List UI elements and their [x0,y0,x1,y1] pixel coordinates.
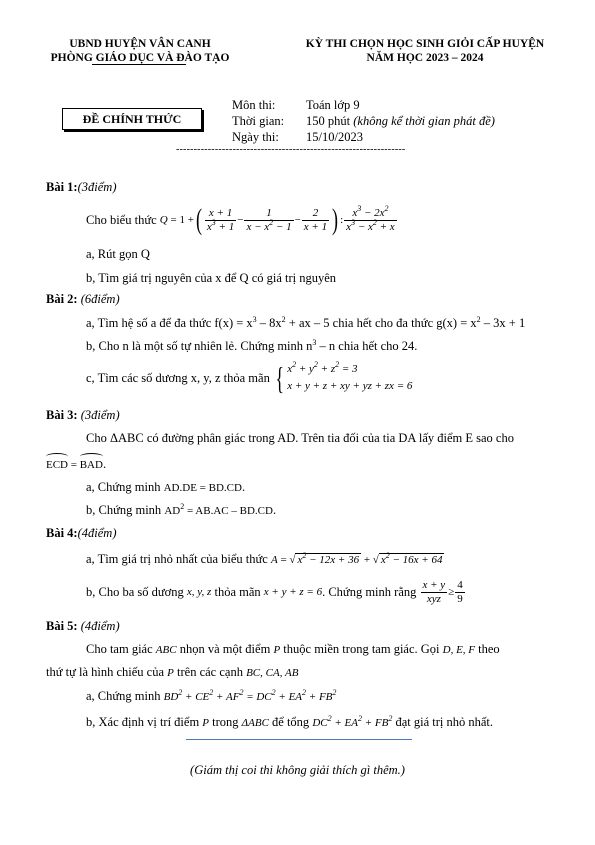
bai3-a-text: a, Chứng minh [86,480,161,494]
bai2-a-text4: – 3x + 1 [480,316,526,330]
exam-name: KỲ THI CHỌN HỌC SINH GIỎI CẤP HUYỆN [305,38,545,50]
bai2-b-text1: b, Cho n là một số tự nhiên lẻ. Chứng minh n [86,339,313,353]
time-value: 150 phút [306,114,351,128]
angle-ecd: ECD [46,459,68,471]
bai1-expression: Cho biểu thức Q = 1 + ( $\frac{x + 1}{x^3 + 1}$ − $\frac{1}{x - x^2 - 1}$ − $\frac{2}{x + 1}$ ) : $\frac{x^3 - 2x^2}{x^3 - x^2 + x}$ [86,203,395,236]
bai5-part-b: b, Xác định vị trí điểm P trong ΔABC để tổng $DC^2 + EA^2 + FB^2$ đạt giá trị nhỏ nhất. [86,714,494,729]
official-exam-label: ĐỀ CHÍNH THỨC [62,108,202,130]
bai4-b-text1: b, Cho ba số dương [86,585,184,599]
bai2-part-c: c, Tìm các số dương x, y, z thỏa mãn { $x^2 + y^2 + z^2 = 3$ x + y + z + xy + yz + zx = 6 [86,360,413,396]
bai3-part-b: b, Chứng minh $AD^2 = AB.AC - BD.CD$. [86,502,277,517]
bai5-line1b: nhọn và một điểm [179,642,271,656]
bai2-part-a: a, Tìm hệ số a để đa thức $f(x) = x^3 - 8x^2$ + ax – 5 chia hết cho đa thức $g(x) = x^2 - 3x + 1$ [86,315,526,330]
bai2-part-b: b, Cho n là một số tự nhiên lẻ. Chứng minh $n^3$ – n chia hết cho 24. [86,338,418,353]
header-right [275,37,575,65]
bai3-angle-condition: ECD = BAD. [46,457,107,471]
district-name: UBND HUYỆN VÂN CANH [69,38,211,50]
bai2-points: (6điểm) [80,292,120,306]
bai2-a-text3: + ax – 5 chia hết cho đa thức g(x) = x [285,316,477,330]
time-label: Thời gian: [232,114,285,128]
bai5-b-text1: b, Xác định vị trí điểm [86,715,200,729]
bai3-line1: Cho ΔABC có đường phân giác trong AD. Trên tia đối của tia DA lấy điểm E sao cho [86,431,514,445]
bai5-b-text4: đạt giá trị nhỏ nhất. [395,715,494,729]
bai4-part-b: b, Cho ba số dương x, y, z thỏa mãn x + y + z = 6 . Chứng minh rằng $\frac{x + y}{\text{xyz}}$ ≥ $\frac{4}{9}$ [86,578,463,605]
bai4-title: Bài 4: [46,526,78,540]
bai2-heading [46,291,120,307]
date-label: Ngày thi: [232,130,279,144]
bai4-a-text: a, Tìm giá trị nhỏ nhất của biểu thức [86,552,268,566]
bai5-points: (4điểm) [80,619,120,633]
angle-bad: BAD [79,459,103,471]
bai2-a-text1: a, Tìm hệ số a để đa thức f(x) = x [86,316,253,330]
department-name: PHÒNG GIÁO DỤC VÀ ĐÀO TẠO [50,52,230,64]
bai5-line2a: thứ tự là hình chiếu của [46,665,165,679]
bai5-b-text3: để tổng [272,715,310,729]
bai5-line1a: Cho tam giác [86,642,153,656]
bai1-points: (3điểm) [77,180,117,194]
bai1-part-b: b, Tìm giá trị nguyên của x để Q có giá trị nguyên [86,271,337,285]
bai1-part-a: a, Rút gọn Q [86,247,150,261]
time-note: (không kể thời gian phát đề) [353,114,495,128]
header-left-underline [92,64,186,65]
bai4-b-text3: . Chứng minh rằng [322,585,417,599]
time-value-row [306,113,495,129]
bai4-b-text2: thỏa mãn [214,585,261,599]
bai5-a-text: a, Chứng minh [86,689,161,703]
bai5-line1d: theo [478,642,500,656]
bai3-b-text: b, Chứng minh [86,503,162,517]
bai1-title: Bài 1: [46,180,78,194]
bai4-b-vars: x, y, z [186,586,212,598]
bai5-part-a: a, Chứng minh $BD^2 + CE^2 + AF^2 = DC^2 + EA^2 + FB^2$ [86,688,337,703]
bai5-line2b: trên các cạnh [177,665,243,679]
bai1-heading [46,179,116,195]
bai4-part-a: a, Tìm giá trị nhỏ nhất của biểu thức A = √ $x^2 - 12x + 36$ + √ $x^2 - 16x + 64$ [86,551,443,566]
subject-label: Môn thi: [232,98,276,112]
separator-line: ----------------------------------------------------------------- [176,144,406,155]
bai3-title: Bài 3: [46,408,78,422]
bai3-part-a: a, Chứng minh AD.DE = BD.CD. [86,480,246,494]
bai5-line1c: thuộc miền trong tam giác. Gọi [283,642,440,656]
subject-value: Toán lớp 9 [306,98,360,112]
bai4-points: (4điểm) [77,526,117,540]
header-left [40,37,240,65]
bai3-heading [46,407,120,423]
bai5-title: Bài 5: [46,619,78,633]
end-rule [186,739,412,740]
bai1-intro: Cho biểu thức [86,213,157,227]
bai2-b-text2: – n chia hết cho 24. [316,339,418,353]
bai2-c-eq2: x + y + z + xy + yz + zx = 6 [287,380,413,392]
bai5-b-text2: trong [212,715,239,729]
bai5-line2: thứ tự là hình chiếu của P trên các cạnh BC, CA, AB [46,665,299,679]
bai3-a-math: AD.DE = BD.CD [163,482,242,494]
bai4-heading [46,525,116,541]
bai4-b-cond: x + y + z = 6 [263,586,323,598]
school-year: NĂM HỌC 2023 – 2024 [366,52,484,64]
date-value: 15/10/2023 [306,130,363,144]
bai3-points: (3điểm) [80,408,120,422]
bai5-heading [46,618,120,634]
footer-note: (Giám thị coi thi không giải thích gì thêm.) [190,763,405,777]
bai2-c-text: c, Tìm các số dương x, y, z thỏa mãn [86,371,270,385]
bai2-a-text2: – 8x [256,316,282,330]
bai5-line1: Cho tam giác ABC nhọn và một điểm P thuộc miền trong tam giác. Gọi D, E, F theo [86,642,500,656]
bai3-b-math: = AB.AC – BD.CD [184,505,273,517]
bai2-title: Bài 2: [46,292,78,306]
bai2-system: $x^2 + y^2 + z^2 = 3$ x + y + z + xy + yz + zx = 6 [287,361,412,395]
